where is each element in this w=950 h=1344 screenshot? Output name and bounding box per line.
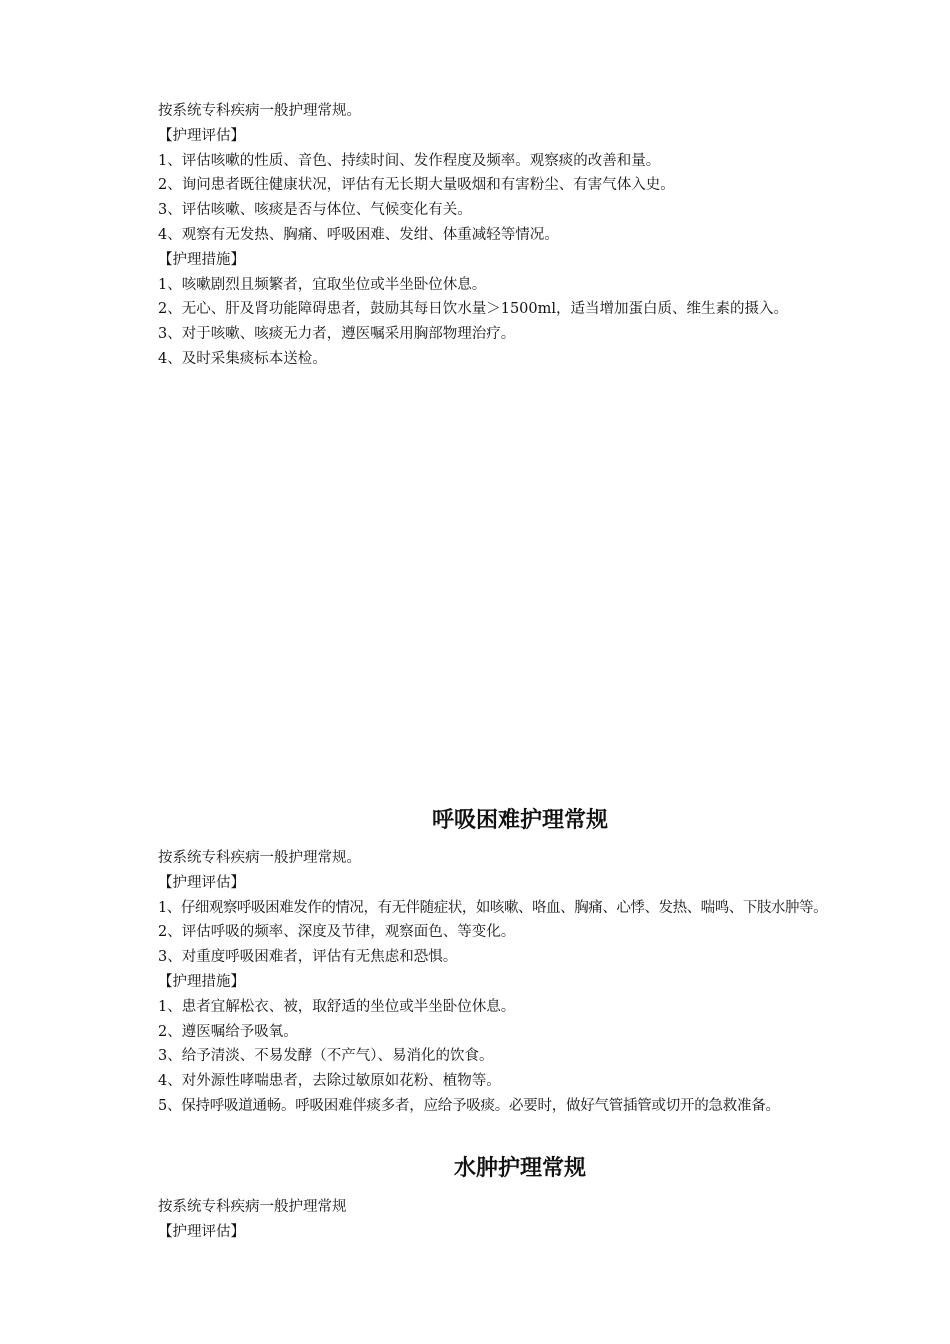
dyspnea-section-title: 呼吸困难护理常规 bbox=[431, 808, 608, 833]
dyspnea-measure-item-1: 1、患者宜解松衣、被，取舒适的坐位或半坐卧位休息。 bbox=[158, 998, 516, 1015]
edema-care-section bbox=[130, 1195, 860, 1245]
edema-intro: 按系统专科疾病一般护理常规 bbox=[158, 1199, 347, 1215]
dyspnea-assessment-item-2: 2、评估呼吸的频率、深度及节律，观察面色、等变化。 bbox=[158, 924, 516, 941]
cough-intro: 按系统专科疾病一般护理常规。 bbox=[158, 103, 361, 119]
cough-measure-item-3: 3、对于咳嗽、咳痰无力者，遵医嘱采用胸部物理治疗。 bbox=[158, 326, 516, 343]
dyspnea-intro: 按系统专科疾病一般护理常规。 bbox=[158, 850, 361, 866]
dyspnea-measure-item-4: 4、对外源性哮喘患者，去除过敏原如花粉、植物等。 bbox=[158, 1073, 501, 1090]
dyspnea-measure-item-5: 5、保持呼吸道通畅。呼吸困难伴痰多者，应给予吸痰。必要时，做好气管插管或切开的急救准备。 bbox=[158, 1097, 780, 1114]
cough-assessment-item-4: 4、观察有无发热、胸痛、呼吸困难、发绀、体重减轻等情况。 bbox=[158, 226, 559, 243]
cough-care-section bbox=[130, 99, 860, 372]
dyspnea-assessment-item-3: 3、对重度呼吸困难者，评估有无焦虑和恐惧。 bbox=[158, 949, 458, 966]
dyspnea-measures-title: 【护理措施】 bbox=[158, 973, 245, 990]
cough-assessment-title: 【护理评估】 bbox=[158, 127, 245, 144]
dyspnea-assessment-title: 【护理评估】 bbox=[158, 874, 245, 891]
edema-assessment-title: 【护理评估】 bbox=[158, 1223, 245, 1240]
cough-assessment-item-2: 2、询问患者既往健康状况，评估有无长期大量吸烟和有害粉尘、有害气体入史。 bbox=[158, 177, 675, 194]
cough-measure-item-1: 1、咳嗽剧烈且频繁者，宜取坐位或半坐卧位休息。 bbox=[158, 276, 487, 293]
cough-measure-item-4: 4、及时采集痰标本送检。 bbox=[158, 350, 327, 367]
cough-measures-title: 【护理措施】 bbox=[158, 251, 245, 268]
cough-assessment-item-3: 3、评估咳嗽、咳痰是否与体位、气候变化有关。 bbox=[158, 202, 472, 219]
dyspnea-measure-item-3: 3、给予清淡、不易发酵（不产气）、易消化的饮食。 bbox=[158, 1048, 494, 1065]
edema-section-title: 水肿护理常规 bbox=[453, 1156, 586, 1181]
cough-assessment-item-1: 1、评估咳嗽的性质、音色、持续时间、发作程度及频率。观察痰的改善和量。 bbox=[158, 152, 661, 169]
dyspnea-assessment-item-1: 1、仔细观察呼吸困难发作的情况，有无伴随症状，如咳嗽、咯血、胸痛、心悸、发热、喘鸣、下肢水肿等。 bbox=[158, 899, 828, 916]
dyspnea-care-section bbox=[130, 846, 860, 1119]
cough-measure-item-2: 2、无心、肝及肾功能障碍患者，鼓励其每日饮水量＞1500ml，适当增加蛋白质、维生素的摄入。 bbox=[158, 301, 789, 318]
dyspnea-measure-item-2: 2、遵医嘱给予吸氧。 bbox=[158, 1023, 298, 1040]
